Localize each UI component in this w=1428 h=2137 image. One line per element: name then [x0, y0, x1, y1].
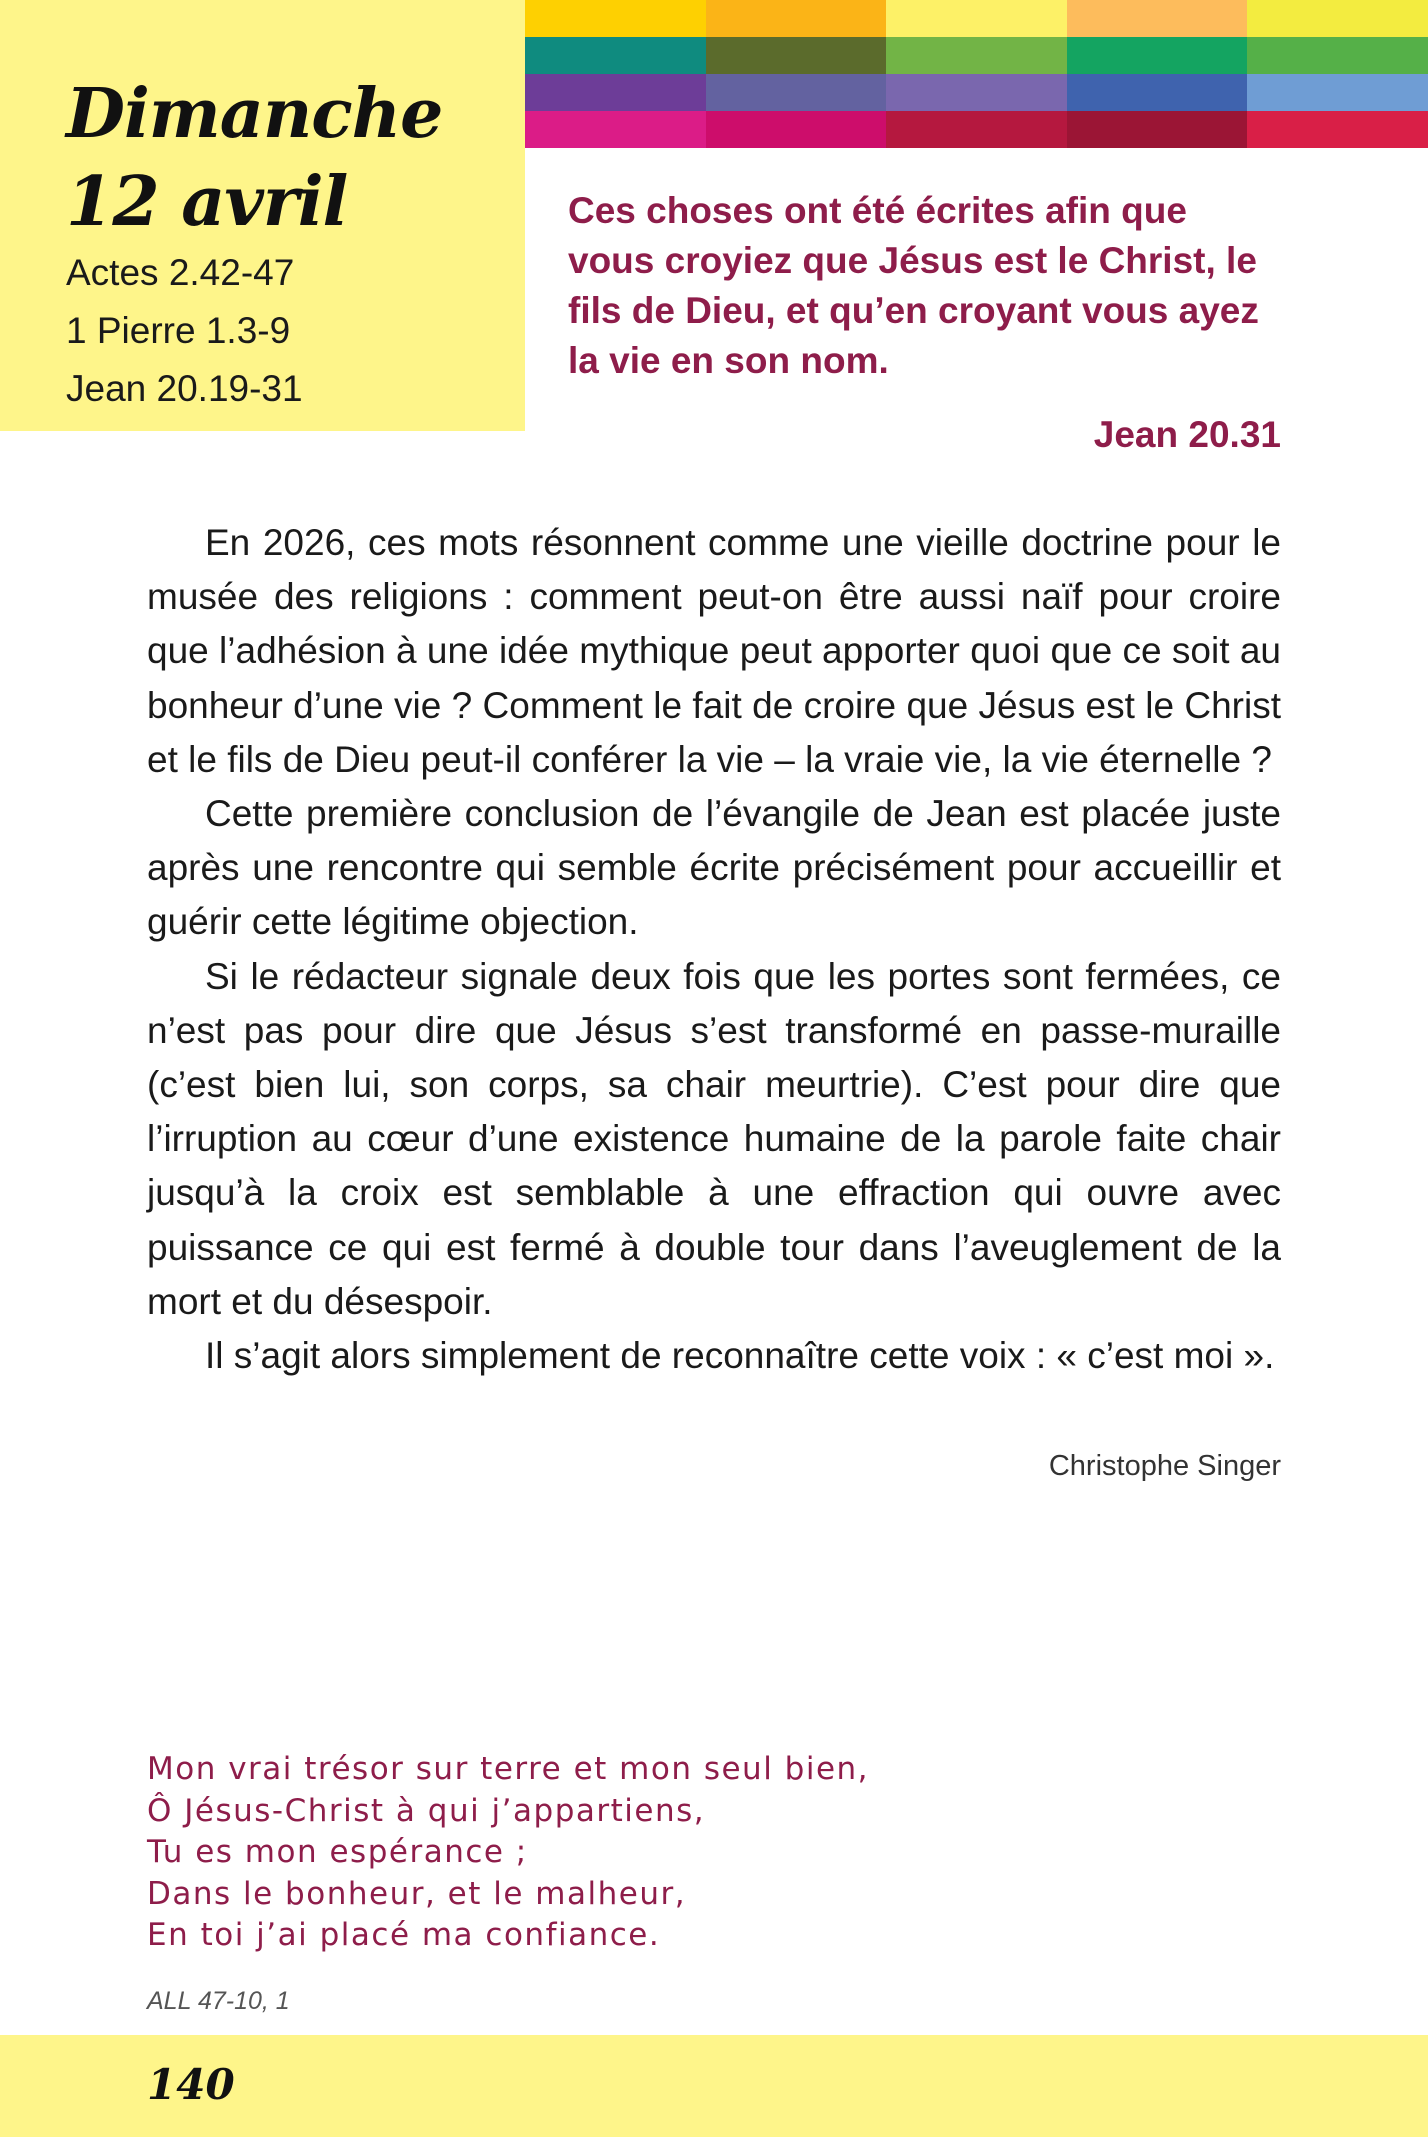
color-band-cell: [706, 74, 887, 111]
hymn-line: Ô Jésus-Christ à qui j’appartiens,: [147, 1792, 706, 1829]
color-band-cell: [1247, 74, 1428, 111]
color-band-cell: [1247, 0, 1428, 37]
color-band-cell: [525, 111, 706, 148]
meditation-text: [147, 516, 1281, 1383]
color-band-cell: [1067, 37, 1248, 74]
color-band-cell: [525, 37, 706, 74]
reading-reference: Jean 20.19-31: [66, 368, 303, 409]
color-band-cell: [706, 0, 887, 37]
color-band-cell: [1247, 37, 1428, 74]
color-band-cell: [1067, 0, 1248, 37]
color-band-cell: [886, 0, 1067, 37]
color-band-banner: [525, 0, 1428, 148]
color-band-cell: [525, 0, 706, 37]
hymn-reference: ALL 47-10, 1: [147, 1987, 290, 2015]
reading-references: [66, 244, 303, 418]
meditation-paragraph: En 2026, ces mots résonnent comme une vieille doctrine pour le musée des religions : comment peut-on être aussi naïf pour croire que l’adhésion à une idée mythique peut apporter quoi que ce soit au bonheur d’une vie ? Comment le fait de croire que Jésus est le Christ et le fils de Dieu peut-il conférer la vie – la vraie vie, la vie éternelle ?: [147, 522, 1281, 780]
color-band-cell: [525, 74, 706, 111]
reading-reference: Actes 2.42-47: [66, 252, 295, 293]
color-band-cell: [1067, 74, 1248, 111]
color-band-cell: [706, 111, 887, 148]
hymn-line: Tu es mon espérance ;: [147, 1834, 528, 1870]
hymn-line: Mon vrai trésor sur terre et mon seul bien,: [147, 1751, 870, 1787]
date-header-box: [0, 0, 525, 431]
day-date: 12 avril: [66, 162, 348, 242]
color-band-cell: [886, 111, 1067, 148]
meditation-paragraph: Cette première conclusion de l’évangile de Jean est placée juste après une rencontre qui semble écrite précisément pour accueillir et guérir cette légitime objection.: [147, 793, 1281, 943]
color-band-cell: [886, 37, 1067, 74]
page-footer: [0, 2035, 1428, 2137]
reading-reference: 1 Pierre 1.3-9: [66, 310, 291, 351]
meditation-paragraph: Il s’agit alors simplement de reconnaître cette voix : « c’est moi ».: [205, 1335, 1275, 1377]
color-band-cell: [706, 37, 887, 74]
author-name: Christophe Singer: [1048, 1450, 1281, 1482]
color-band-cell: [1067, 111, 1248, 148]
scripture-quote-reference: Jean 20.31: [1093, 414, 1281, 455]
color-band-cell: [886, 74, 1067, 111]
hymn-verse: [147, 1749, 869, 1957]
meditation-paragraph: Si le rédacteur signale deux fois que les portes sont fermées, ce n’est pas pour dire que Jésus s’est transformé en passe-muraille (c’est bien lui, son corps, sa chair meurtrie). C’est pour dire que l’irruption au cœur d’une existence humaine de la parole faite chair jusqu’à la croix est semblable à une effraction qui ouvre avec puissance ce qui est fermé à double tour dans l’aveuglement de la mort et du désespoir.: [147, 955, 1281, 1322]
day-title: [66, 70, 442, 246]
hymn-line: Dans le bonheur, et le malheur,: [147, 1875, 687, 1912]
page-number: 140: [147, 2060, 235, 2109]
day-name: Dimanche: [66, 74, 443, 154]
color-band-cell: [1247, 111, 1428, 148]
scripture-quote: Ces choses ont été écrites afin que vous croyiez que Jésus est le Christ, le fils de Dieu, et qu’en croyant vous ayez la vie en son nom.: [568, 190, 1259, 381]
hymn-line: En toi j’ai placé ma confiance.: [147, 1917, 661, 1953]
